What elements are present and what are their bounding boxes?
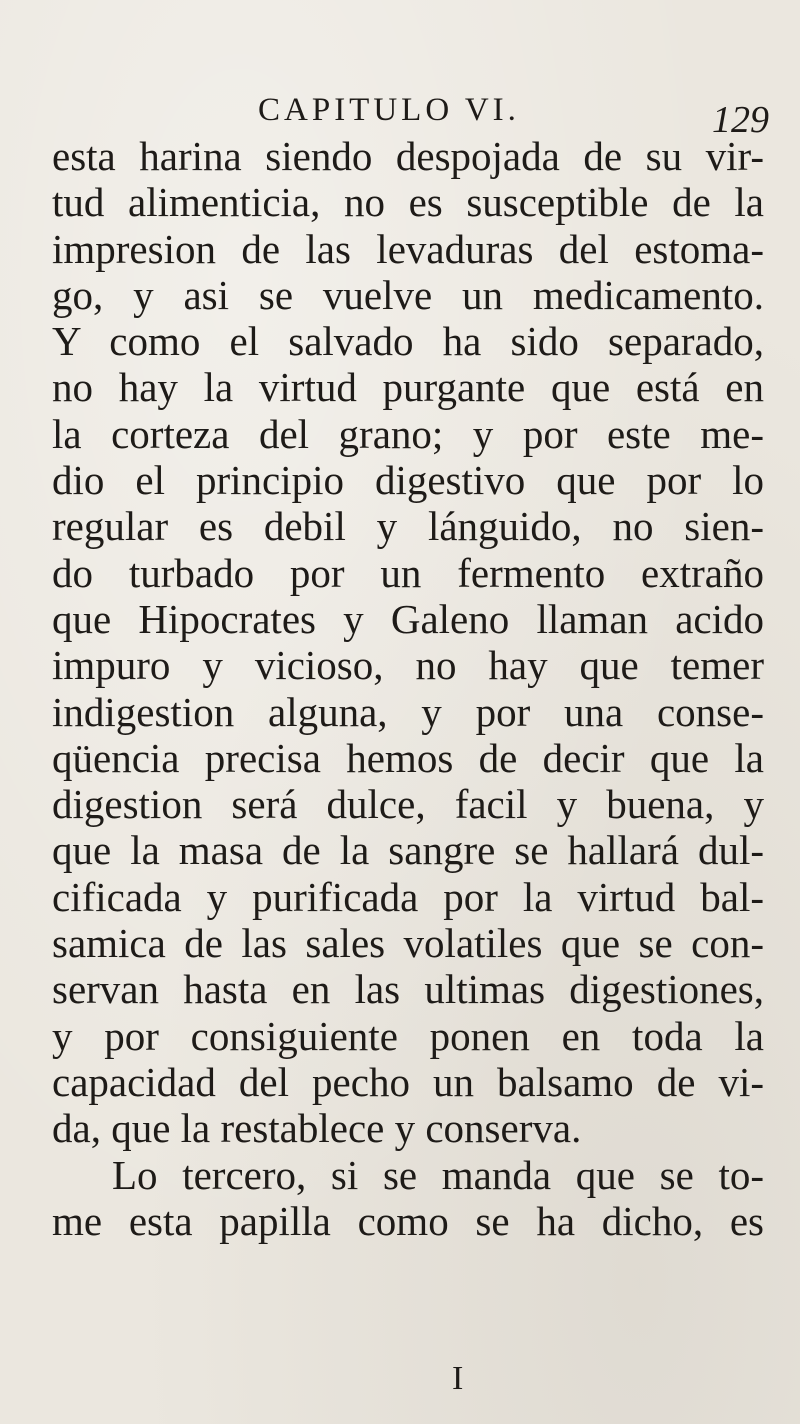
text-line: indigestion alguna, y por una conse- bbox=[52, 688, 764, 735]
text-line: go, y asi se vuelve un medicamento. bbox=[52, 271, 764, 318]
text-line: no hay la virtud purgante que está en bbox=[52, 364, 764, 411]
text-line: samica de las sales volatiles que se con- bbox=[52, 920, 764, 967]
text-line: servan hasta en las ultimas digestiones, bbox=[52, 966, 764, 1013]
text-line: me esta papilla como se ha dicho, es bbox=[52, 1197, 764, 1244]
text-line: que la masa de la sangre se hallará dul- bbox=[52, 827, 764, 874]
running-header: CAPITULO VI. bbox=[258, 92, 520, 128]
text-line: impresion de las levaduras del estoma- bbox=[52, 225, 764, 272]
text-line: esta harina siendo despojada de su vir- bbox=[52, 133, 764, 179]
text-line: do turbado por un fermento extraño bbox=[52, 549, 764, 596]
body-text bbox=[52, 133, 764, 1244]
text-line: da, que la restablece y conserva. bbox=[52, 1105, 582, 1152]
text-line: Lo tercero, si se manda que se to- bbox=[112, 1151, 764, 1198]
text-line: la corteza del grano; y por este me- bbox=[52, 410, 764, 457]
text-line: digestion será dulce, facil y buena, y bbox=[52, 781, 764, 828]
text-line: qüencia precisa hemos de decir que la bbox=[52, 734, 764, 781]
text-line: cificada y purificada por la virtud bal- bbox=[52, 873, 764, 920]
text-line: Y como el salvado ha sido separado, bbox=[52, 318, 764, 365]
text-line: tud alimenticia, no es susceptible de la bbox=[52, 179, 764, 226]
text-line: impuro y vicioso, no hay que temer bbox=[52, 642, 764, 689]
text-line: que Hipocrates y Galeno llaman acido bbox=[52, 595, 764, 642]
text-line: capacidad del pecho un balsamo de vi- bbox=[52, 1058, 764, 1105]
text-line: y por consiguiente ponen en toda la bbox=[52, 1012, 764, 1059]
page-number: 129 bbox=[712, 99, 769, 141]
text-line: dio el principio digestivo que por lo bbox=[52, 457, 764, 504]
signature-mark: I bbox=[452, 1360, 464, 1397]
text-line: regular es debil y lánguido, no sien- bbox=[52, 503, 764, 550]
